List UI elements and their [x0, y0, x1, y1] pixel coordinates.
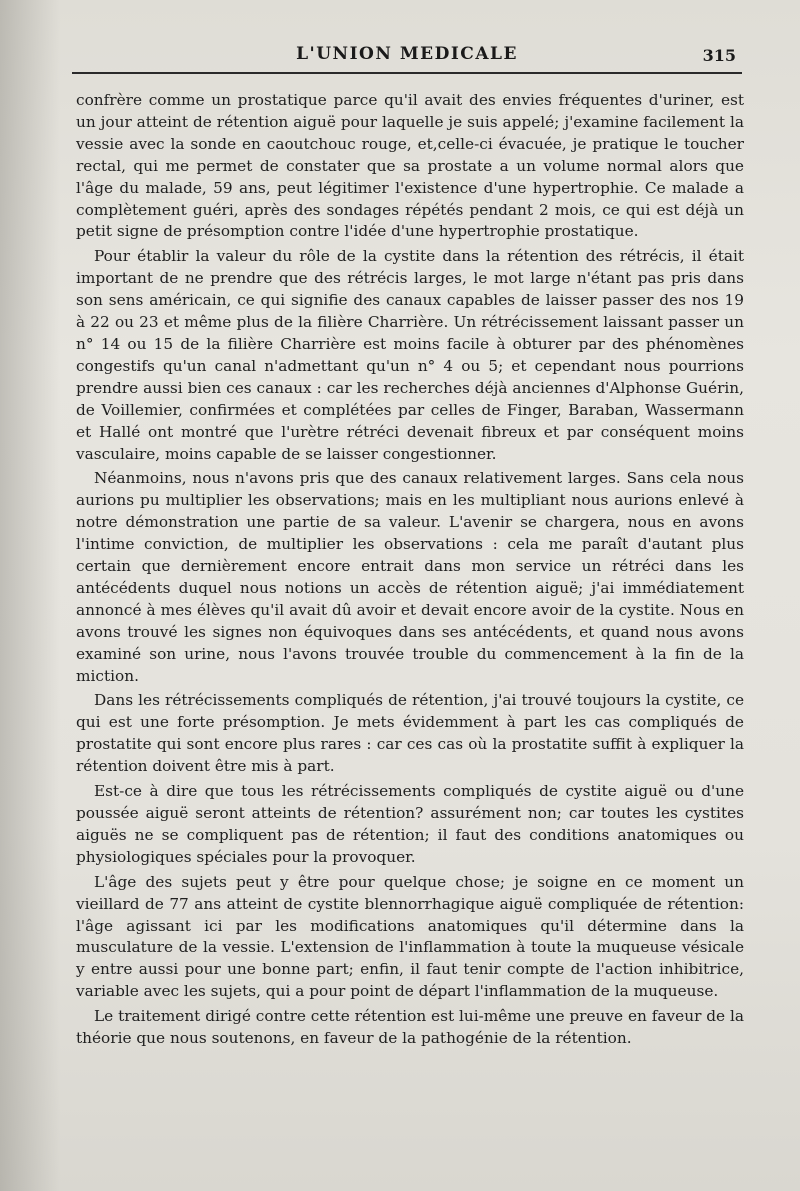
page-number: 315	[702, 46, 736, 65]
paragraph-6: L'âge des sujets peut y être pour quelque chose; je soigne en ce moment un vieillard de 77 ans atteint de cystite blennorrhagique aiguë compliquée de rétention: l'âge agissant ici par les modifications anatomiques qu'il détermine dans la musculature de la vessie. L'extension de l'inflammation à toute la muqueuse vésicale y entre aussi pour une bonne part; enfin, il faut tenir compte de l'action inhibitrice, variable avec les sujets, qui a pour point de départ l'inflammation de la muqueuse.	[76, 872, 744, 1001]
paragraph-1: confrère comme un prostatique parce qu'il avait des envies fréquentes d'uriner, est un jour atteint de rétention aiguë pour laquelle je suis appelé; j'examine facilement la vessie avec la sonde en caoutchouc rouge, et,celle-ci évacuée, je pratique le toucher rectal, qui me permet de constater que sa prostate a un volume normal alors que l'âge du malade, 59 ans, peut légitimer l'existence d'une hypertrophie. Ce malade a complètement guéri, après des sondages répétés pendant 2 mois, ce qui est déjà un petit signe de présomption contre l'idée d'une hypertrophie prostatique.	[76, 91, 744, 241]
paragraph-3: Néanmoins, nous n'avons pris que des canaux relativement larges. Sans cela nous aurions pu multiplier les observations; mais en les multipliant nous aurions enlevé à notre démonstration une partie de sa valeur. L'avenir se chargera, nous en avons l'intime conviction, de multiplier les observations : cela me paraît d'autant plus certain que dernièrement encore entrait dans mon service un rétréci dans les antécédents duquel nous notions un accès de rétention aiguë; j'ai immédiatement annoncé à mes élèves qu'il avait dû avoir et devait encore avoir de la cystite. Nous en avons trouvé les signes non équivoques dans ses antécédents, et quand nous avons examiné son urine, nous l'avons trouvée trouble du commencement à la fin de la miction.	[76, 469, 744, 685]
running-title: L'UNION MEDICALE	[296, 44, 518, 64]
header-rule	[72, 72, 742, 74]
page-header	[72, 40, 742, 74]
paragraph-5: Est-ce à dire que tous les rétrécissements compliqués de cystite aiguë ou d'une poussée aiguë seront atteints de rétention? assurément non; car toutes les cystites aiguës ne se compliquent pas de rétention; il faut des conditions anatomiques ou physiologiques spéciales pour la provoquer.	[76, 782, 744, 866]
paragraph-2: Pour établir la valeur du rôle de la cystite dans la rétention des rétrécis, il était important de ne prendre que des rétrécis larges, le mot large n'étant pas pris dans son sens américain, ce qui signifie des canaux capables de laisser passer des nos 19 à 22 ou 23 et même plus de la filière Charrière. Un rétrécissement laissant passer un n° 14 ou 15 de la filière Charrière est moins facile à obturer par des phénomènes congestifs qu'un canal n'admettant qu'un n° 4 ou 5; et cependant nous pourrions prendre aussi bien ces canaux : car les recherches déjà anciennes d'Alphonse Guérin, de Voillemier, confirmées et complétées par celles de Finger, Baraban, Wassermann et Hallé ont montré que l'urètre rétréci devenait fibreux et par conséquent moins vasculaire, moins capable de se laisser congestionner.	[76, 247, 744, 463]
binding-shadow	[0, 0, 60, 1191]
paragraph-7: Le traitement dirigé contre cette rétention est lui-même une preuve en faveur de la théorie que nous soutenons, en faveur de la pathogénie de la rétention.	[76, 1007, 744, 1048]
paragraph-4: Dans les rétrécissements compliqués de rétention, j'ai trouvé toujours la cystite, ce qui est une forte présomption. Je mets évidemment à part les cas compliqués de prostatite qui sont encore plus rares : car ces cas où la prostatite suffit à expliquer la rétention doivent être mis à part.	[76, 691, 744, 776]
article-body	[76, 90, 744, 1053]
